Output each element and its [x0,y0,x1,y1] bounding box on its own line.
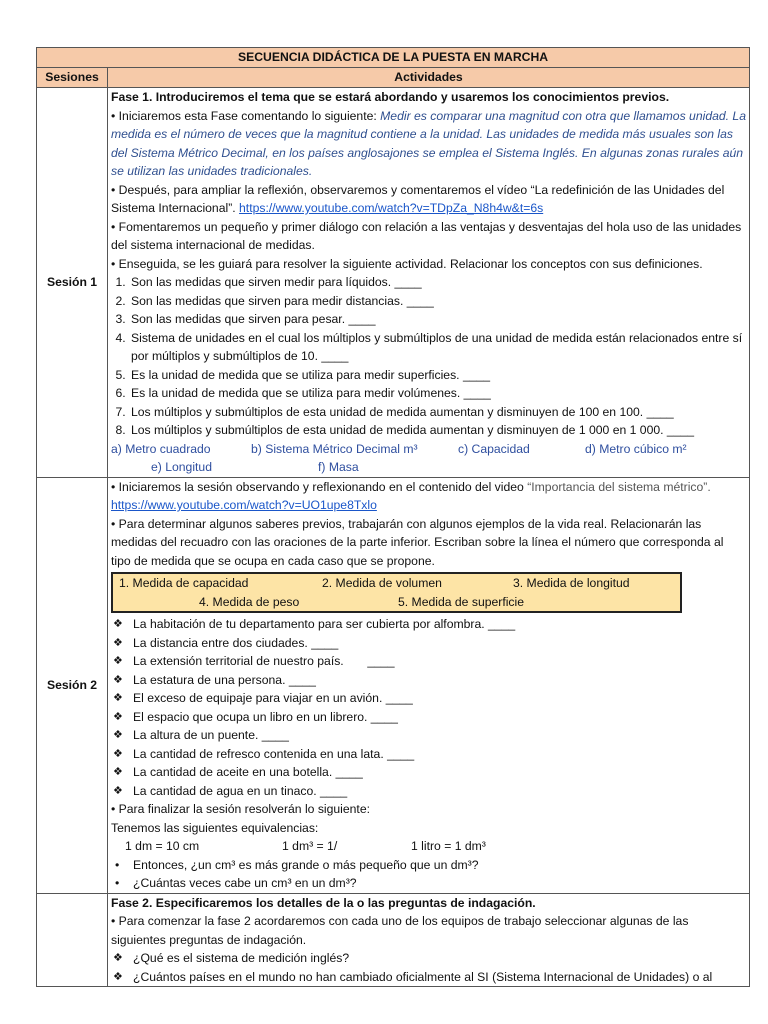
list-item: 7. Los múltiplos y submúltiplos de esta unidad de medida aumentan y disminuyen de 100 en 100. ____ [129,403,746,422]
measure-5: 5. Medida de superficie [398,594,525,609]
examples-list [111,615,746,800]
options-row-1 [111,440,746,459]
video-text: • Después, para ampliar la reflexión, observaremos y comentaremos el vídeo “La redefinición de las Unidades del Sistema Internacional”. [111,182,725,215]
list-item: 3. Son las medidas que sirven para pesar. ____ [129,310,746,329]
equivalence-3: 1 litro = 1 dm³ [411,839,486,853]
measure-3: 3. Medida de longitud [513,576,630,590]
session-1-label: Sesión 1 [37,88,108,478]
option-a: a) Metro cuadrado [111,441,211,456]
measure-2: 2. Medida de volumen [322,576,442,590]
list-item: 8. Los múltiplos y submúltiplos de esta unidad de medida aumentan y disminuyen de 1 000 en 1 000. ____ [129,421,746,440]
list-item: ❖ La distancia entre dos ciudades. ____ [113,634,746,653]
document-page [36,47,749,984]
phase-2-session-cell [37,893,108,987]
session-2-video-paragraph [111,478,746,515]
didactic-sequence-table [36,47,750,987]
measure-types-box [111,572,682,613]
list-item: ❖ El exceso de equipaje para viajar en un avión. ____ [113,689,746,708]
option-b: b) Sistema Métrico Decimal m³ [251,441,418,456]
list-item: ❖ La cantidad de agua en un tinaco. ____ [113,782,746,801]
list-item: • Entonces, ¿un cm³ es más grande o más pequeño que un dm³? [113,856,746,875]
list-item: ❖ La altura de un puente. ____ [113,726,746,745]
table-title-row [37,48,750,68]
option-f: f) Masa [318,460,359,474]
measure-1: 1. Medida de capacidad [119,576,249,590]
option-d: d) Metro cúbico m² [585,441,687,456]
phase-1-title: Fase 1. Introduciremos el tema que se estará abordando y usaremos los conocimientos previos. [111,90,670,104]
phase-2-row [37,893,750,987]
table-title: SECUENCIA DIDÁCTICA DE LA PUESTA EN MARCHA [37,48,750,68]
list-item: 6. Es la unidad de medida que se utiliza para medir volúmenes. ____ [129,384,746,403]
intro-lead: • Iniciaremos esta Fase comentando lo siguiente: [111,108,381,123]
concepts-list [111,273,746,440]
list-item: ❖ El espacio que ocupa un libro en un librero. ____ [113,708,746,727]
list-item: ❖ ¿Cuántos países en el mundo no han cambiado oficialmente al SI (Sistema Internacional de Unidades) o al [113,968,746,987]
dialog-paragraph: • Fomentaremos un pequeño y primer diálogo con relación a las ventajas y desventajas del hola uso de las unidades del sistema internacional de medidas. [111,219,742,252]
session-1-row [37,88,750,478]
intro-quote: Medir es comparar una magnitud con otra que llamamos unidad. La medida es el número de veces que la magnitud contiene a la unidad. Las unidades de medida más usuales son las del Sistema Métrico Decimal, en los países anglosajones se emplea el Sistema Inglés. En algunas zonas rurales aún se utilizan las unidades tradicionales. [111,108,746,178]
session-2-activities [108,477,750,893]
list-item: ❖ La cantidad de aceite en una botella. ____ [113,763,746,782]
finalize-paragraph: • Para finalizar la sesión resolverán lo siguiente: [111,802,370,816]
list-item: 2. Son las medidas que sirven para medir distancias. ____ [129,292,746,311]
equivalence-2: 1 dm³ = 1/ [282,839,338,853]
video-link[interactable]: https://www.youtube.com/watch?v=TDpZa_N8h4w&t=6s [239,201,544,215]
session-2-label: Sesión 2 [37,477,108,893]
option-c: c) Capacidad [458,441,530,456]
column-header-activities: Actividades [108,68,750,88]
session-1-activities [108,88,750,478]
table-header-row [37,68,750,88]
phase-1-intro [111,107,746,181]
list-item: 1. Son las medidas que sirven medir para líquidos. ____ [129,273,746,292]
measure-4: 4. Medida de peso [199,594,300,609]
video-link[interactable]: https://www.youtube.com/watch?v=UO1upe8Txlo [111,498,377,512]
phase-2-activities [108,893,750,987]
session-2-row [37,477,750,893]
equivalences-intro: Tenemos las siguientes equivalencias: [111,820,319,835]
equivalence-1: 1 dm = 10 cm [125,839,200,853]
list-item: ❖ La cantidad de refresco contenida en una lata. ____ [113,745,746,764]
option-e: e) Longitud [151,460,212,474]
phase-2-title: Fase 2. Especificaremos los detalles de la o las preguntas de indagación. [111,895,536,910]
equivalences-row [111,837,746,856]
list-item: ❖ La extensión territorial de nuestro país. ____ [113,652,746,671]
list-item: ❖ La estatura de una persona. ____ [113,671,746,690]
video-title: “Importancia del sistema métrico”. [527,479,711,494]
video-paragraph [111,181,746,218]
video-lead: • Iniciaremos la sesión observando y reflexionando en el contenido del video [111,479,528,494]
list-item: 5. Es la unidad de medida que se utiliza para medir superficies. ____ [129,366,746,385]
inquiry-questions-list [111,949,746,986]
prior-knowledge-paragraph: • Para determinar algunos saberes previos, trabajarán con algunos ejemplos de la vida real. Relacionarán las medidas del recuadro con las oraciones de la parte inferior. Escriban sobre la línea el número que corresponda al tipo de medida que se ocupa en cada caso que se propone. [111,516,724,568]
list-item: ❖ La habitación de tu departamento para ser cubierta por alfombra. ____ [113,615,746,634]
list-item: 4. Sistema de unidades en el cual los múltiplos y submúltiplos de una unidad de medida están relacionados entre sí por múltiplos y submúltiplos de 10. ____ [129,329,746,366]
phase-2-intro: • Para comenzar la fase 2 acordaremos con cada uno de los equipos de trabajo seleccionar algunas de las siguientes preguntas de indagación. [111,914,689,947]
list-item: • ¿Cuántas veces cabe un cm³ en un dm³? [113,874,746,893]
column-header-sessions: Sesiones [37,68,108,88]
list-item: ❖ ¿Qué es el sistema de medición inglés? [113,949,746,968]
options-row-2 [111,458,746,477]
questions-list [111,856,746,893]
activity-paragraph: • Enseguida, se les guiará para resolver la siguiente actividad. Relacionar los conceptos con sus definiciones. [111,256,703,271]
